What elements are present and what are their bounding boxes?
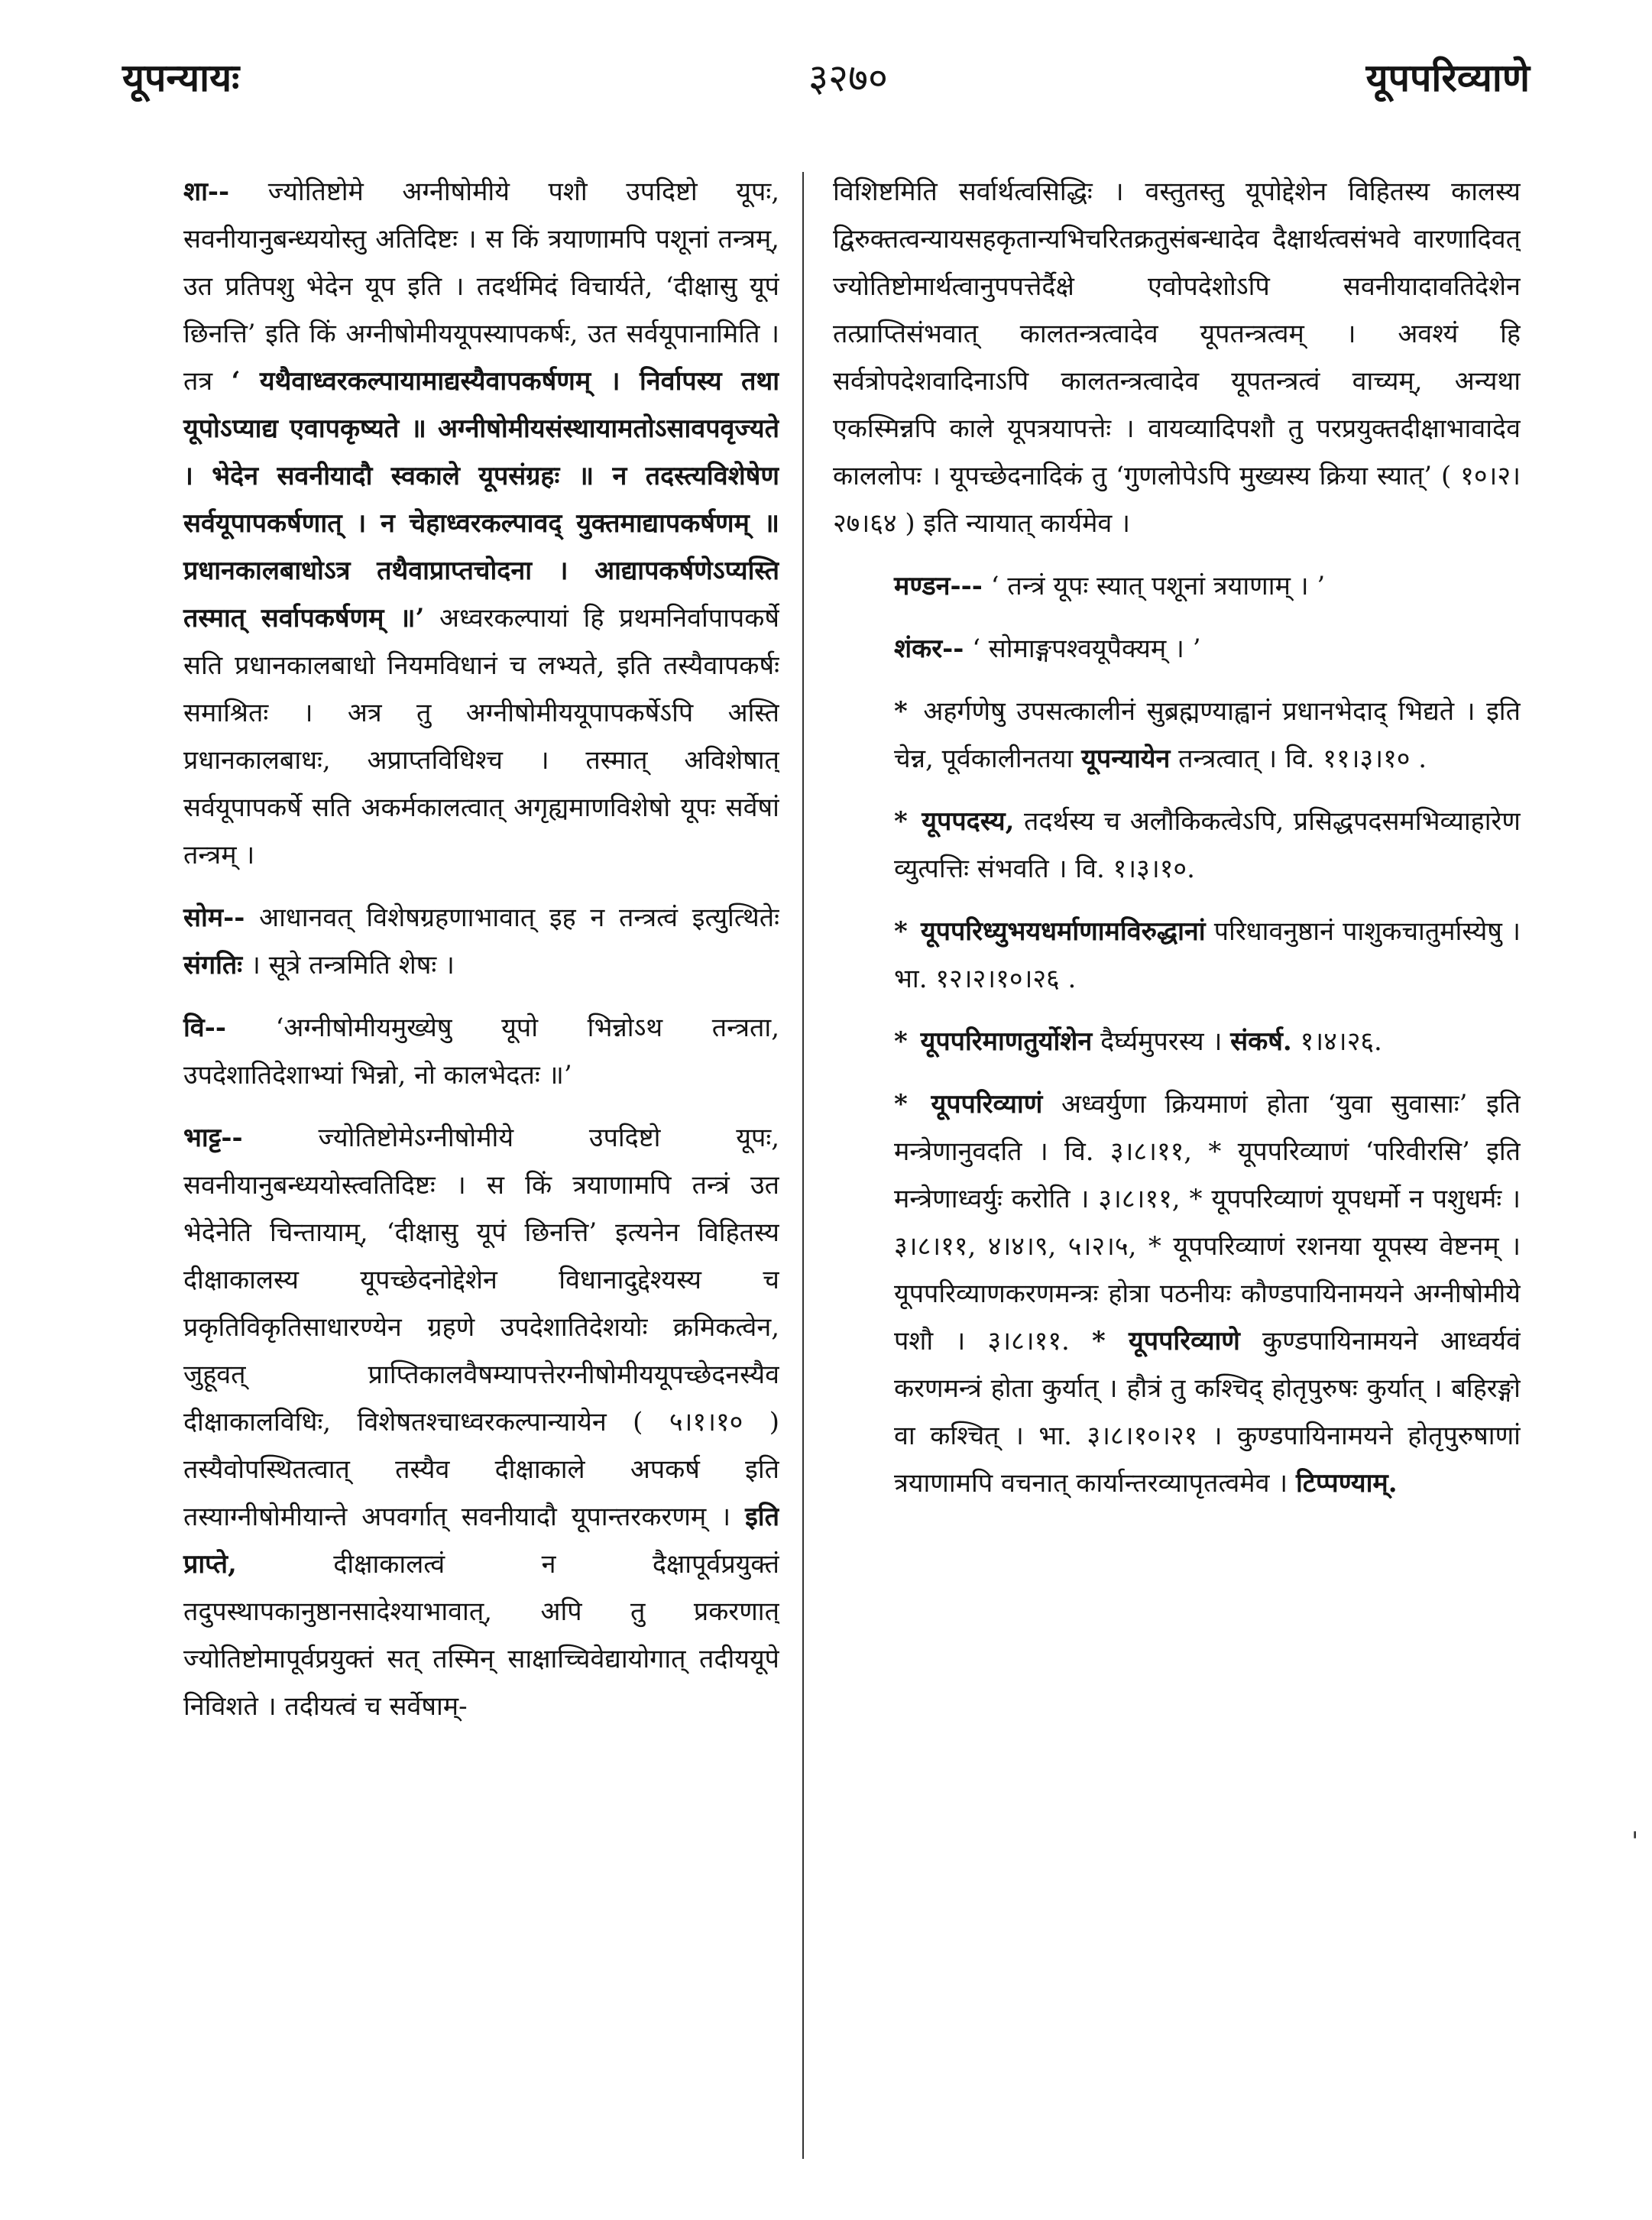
- mandana-text: ‘ तन्त्रं यूपः स्यात् पशूनां त्रयाणाम् । ’: [990, 571, 1326, 601]
- entry-bold: यूपपरिमाणतुर्योशेन: [920, 1026, 1093, 1057]
- bhatta-text: ज्योतिष्टोमेऽग्नीषोमीये उपदिष्टो यूपः, सवनीयानुबन्ध्ययोस्त्वतिदिष्टः । स किं त्रयाणामपि तन्त्रं उत भेदेनेति चिन्तायाम्, ‘दीक्षासु यूपं छिनत्ति’ इत्यनेन विहितस्य दीक्षाकालस्य यूपच्छेदनोद्देशेन विधानादुद्देश्यस्य च प्रकृतिविकृतिसाधारण्येन ग्रहणे उपदेशातिदेशयोः क्रमिकत्वेन, जुहूवत् प्राप्तिकालवैषम्यापत्तेरग्नीषोमीययूपच्छेदनस्यैव दीक्षाकालविधिः, विशेषतश्चाध्वरकल्पान्यायेन ( ५।१।१० ) तस्यैवोपस्थितत्वात् तस्यैव दीक्षाकाले अपकर्ष इति तस्याग्नीषोमीयान्ते अपवर्गात् सवनीयादौ यूपान्तरकरणम् ।: [183, 1123, 779, 1532]
- entry-star: *: [894, 1089, 908, 1120]
- running-head-left: यूपन्यायः: [122, 55, 240, 100]
- running-head-right: यूपपरिव्याणे: [1365, 55, 1530, 100]
- continuation-text: विशिष्टमिति सर्वार्थत्वसिद्धिः । वस्तुतस्तु यूपोद्देशेन विहितस्य कालस्य द्विरुक्तत्वन्यायसहकृतान्यभिचरितक्रतुसंबन्धादेव दैक्षार्थत्वसंभवे वारणादिवत् ज्योतिष्टोमार्थत्वानुपपत्तेर्दैक्षे एवोपदेशोऽपि सवनीयादावतिदेशेन तत्प्राप्तिसंभवात् कालतन्त्रत्वादेव यूपतन्त्रत्वम् । अवश्यं हि सर्वत्रोपदेशवादिनाऽपि कालतन्त्रत्वादेव यूपतन्त्रत्वं वाच्यम्, अन्यथा एकस्मिन्नपि काले यूपत्रयापत्तेः । वायव्यादिपशौ तु परप्रयुक्तदीक्षाभावादेव काललोपः । यूपच्छेदनादिकं तु ‘गुणलोपेऽपि मुख्यस्य क्रिया स्यात्’ ( १०।२।२७।६४ ) इति न्यायात् कार्यमेव ।: [833, 177, 1521, 539]
- entry-reference: तन्त्रत्वात् । वि. ११।३।१० .: [1178, 744, 1427, 774]
- entry-tippani: टिप्पण्याम्.: [1296, 1468, 1398, 1499]
- sha-text: ज्योतिष्टोमे अग्नीषोमीये पशौ उपदिष्टो यूपः, सवनीयानुबन्ध्ययोस्तु अतिदिष्टः । स किं त्रयाणामपि पशूनां तन्त्रम्, उत प्रतिपशु भेदेन यूप इति । तदर्थमिदं विचार्यते, ‘दीक्षासु यूपं छिनत्ति’ इति किं अग्नीषोमीययूपस्यापकर्षः, उत सर्वयूपानामिति । तत्र: [183, 177, 779, 397]
- left-column: [122, 168, 779, 2186]
- entry-text: अध्वर्युणा क्रियमाणं होता ‘युवा सुवासाः’ इति मन्त्रेणानुवदति । वि. ३।८।११,: [894, 1089, 1521, 1167]
- entry-upasat: [833, 688, 1521, 783]
- entry-yupaparidhi: [833, 908, 1521, 1003]
- entry-bold: यूपपरिध्युभयधर्माणामविरुद्धानां: [920, 916, 1206, 947]
- bhatta-iti-prapte: इति प्राप्ते,: [183, 1502, 779, 1580]
- shankara-line: [833, 625, 1521, 672]
- entry-bold: यूपन्यायेन: [1081, 744, 1171, 774]
- continuation-paragraph: [833, 168, 1521, 547]
- page-number: ३२७०: [808, 56, 888, 100]
- entry-bold: यूपपदस्य,: [922, 806, 1015, 837]
- entry-star: *: [894, 696, 908, 727]
- soma-tail: । सूत्रे तन्त्रमिति शेषः ।: [251, 950, 455, 980]
- entry-source: संकर्ष.: [1230, 1026, 1292, 1057]
- vi-label: वि--: [183, 1013, 226, 1043]
- sha-paragraph: [122, 168, 779, 879]
- entry-text: अहर्गणेषु उपसत्कालीनं सुब्रह्मण्याह्वानं प्रधानभेदाद् भिद्यते । इति चेन्न, पूर्वकालीनतया: [894, 696, 1521, 774]
- entry-text: परिधावनुष्ठानं पाशुकचातुर्मास्येषु । भा. १२।२।१०।२६ .: [894, 916, 1521, 994]
- shankara-text: ‘ सोमाङ्गपश्वयूपैक्यम् । ’: [972, 634, 1201, 664]
- sha-label: शा--: [183, 177, 230, 207]
- entry-star: *: [894, 1026, 908, 1057]
- soma-label: सोम--: [183, 903, 245, 933]
- mandana-label: मण्डन---: [894, 571, 983, 601]
- bhatta-label: भाट्ट--: [183, 1123, 243, 1153]
- sha-verse: ‘ यथैवाध्वरकल्पायामाद्यस्यैवापकर्षणम् । निर्वापस्य तथा यूपोऽप्याद्य एवापकृष्यते ॥ अग्नीषोमीयसंस्थायामतोऽसावपवृज्यते । भेदेन सवनीयादौ स्वकाले यूपसंग्रहः ॥ न तदस्त्यविशेषेण सर्वयूपापकर्षणात् । न चेहाध्वरकल्पावद् युक्तमाद्यापकर्षणम् ॥ प्रधानकालबाधोऽत्र तथैवाप्राप्तचोदना । आद्यापकर्षणेऽप्यस्ति तस्मात् सर्वापकर्षणम् ॥’: [183, 366, 779, 634]
- vi-paragraph: [122, 1004, 779, 1099]
- column-divider: [802, 172, 804, 2159]
- entry-yupapada: [833, 798, 1521, 893]
- entry-text: दैर्घ्यमुपरस्य ।: [1100, 1026, 1223, 1057]
- entry-bold: यूपपरिव्याणं: [931, 1089, 1043, 1120]
- entry-star: *: [894, 806, 908, 837]
- entry-text: तदर्थस्य च अलौकिकत्वेऽपि, प्रसिद्धपदसमभिव्याहारेण व्युत्पत्तिः संभवति । वि. १।३।१०.: [894, 806, 1521, 884]
- entry-reference: १।४।२६.: [1300, 1026, 1382, 1057]
- vi-text: ‘अग्नीषोमीयमुख्येषु यूपो भिन्नोऽथ तन्त्रता, उपदेशातिदेशाभ्यां भिन्नो, नो कालभेदतः ॥’: [183, 1013, 779, 1091]
- bhatta-paragraph: [122, 1114, 779, 1730]
- entry-yupaparivyana: [833, 1081, 1521, 1507]
- sha-commentary: अध्वरकल्पायां हि प्रथमनिर्वापापकर्षे सति प्रधानकालबाधो नियमविधानं च लभ्यते, इति तस्यैवापकर्षः समाश्रितः । अत्र तु अग्नीषोमीययूपापकर्षेऽपि अस्ति प्रधानकालबाधः, अप्राप्तविधिश्च । तस्मात् अविशेषात् सर्वयूपापकर्षे सति अकर्मकालत्वात् अगृह्यमाणविशेषो यूपः सर्वेषां तन्त्रम् ।: [183, 603, 779, 870]
- mandana-line: [833, 562, 1521, 610]
- soma-paragraph: [122, 894, 779, 989]
- entry-star: *: [894, 916, 908, 947]
- entry-text-continued: * यूपपरिव्याणं ‘परिवीरसि’ इति मन्त्रेणाध्वर्युः करोति । ३।८।११, * यूपपरिव्याणं यूपधर्मो न पशुधर्मः । ३।८।११, ४।४।९, ५।२।५, * यूपपरिव्याणं रशनया यूपस्य वेष्टनम् । यूपपरिव्याणकरणमन्त्रः होत्रा पठनीयः कौण्डपायिनामयने अग्नीषोमीये पशौ । ३।८।११.: [894, 1136, 1521, 1356]
- soma-sangati: संगतिः: [183, 950, 243, 980]
- soma-text: आधानवत् विशेषग्रहणाभावात् इह न तन्त्रत्वं इत्युत्थितेः: [259, 903, 779, 933]
- entry-yupaparimana: [833, 1018, 1521, 1065]
- entry-text-final: कुण्डपायिनामयने आध्वर्यवं करणमन्त्रं होता कुर्यात् । हौत्रं तु कश्चिद् होतृपुरुषः कुर्यात् । बहिरङ्गो वा कश्चित् । भा. ३।८।१०।२१ । कुण्डपायिनामयने होतृपुरुषाणां त्रयाणामपि वचनात् कार्यान्तरव्यापृतत्वमेव ।: [894, 1326, 1521, 1499]
- entry-bold-second: * यूपपरिव्याणे: [1092, 1326, 1240, 1356]
- bhatta-continuation: दीक्षाकालत्वं न दैक्षापूर्वप्रयुक्तं तदुपस्थापकानुष्ठानसादेश्याभावात्, अपि तु प्रकरणात् ज्योतिष्टोमापूर्वप्रयुक्तं सत् तस्मिन् साक्षाच्चिवेद्यायोगात् तदीययूपे निविशते । तदीयत्वं च सर्वेषाम्-: [183, 1549, 779, 1722]
- right-column: [833, 168, 1521, 2186]
- shankara-label: शंकर--: [894, 634, 964, 664]
- margin-mark: ': [1631, 1826, 1639, 1857]
